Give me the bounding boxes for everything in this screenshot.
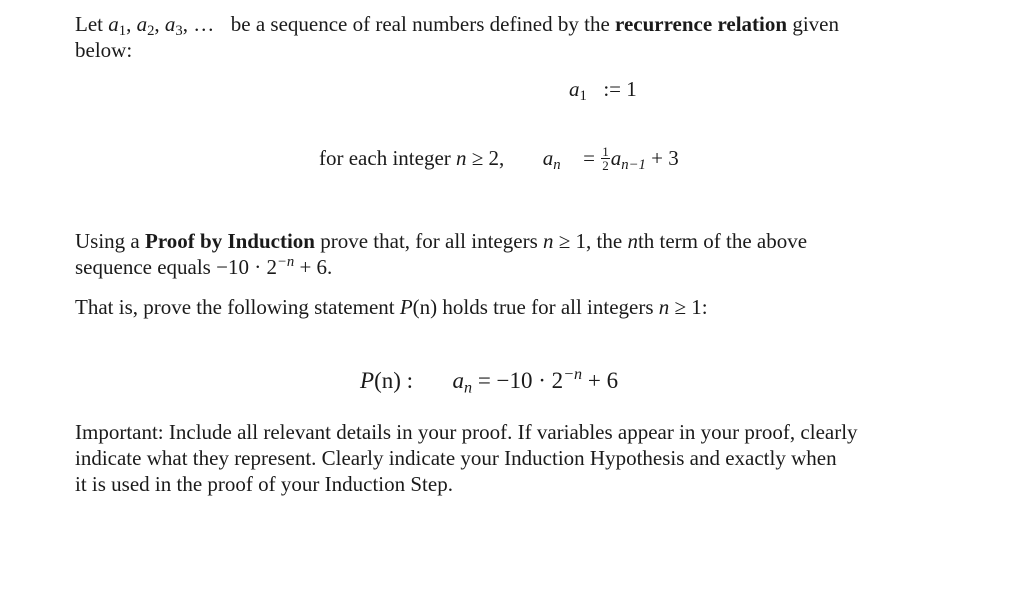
base-case-equation: $a_1$ := 1 xyxy=(569,77,637,105)
sequence-terms: $a_1$, $a_2$, $a_3$, … xyxy=(108,12,215,40)
recurrence-prefix: for each integer xyxy=(319,146,451,170)
one-half-fraction: $\frac{1}{2}$ xyxy=(602,143,609,173)
intro-let: Let xyxy=(75,12,103,36)
intro-text-1: be a sequence of real numbers defined by the xyxy=(230,12,610,36)
induction-paragraph: Using a Proof by Induction prove that, for all integers n ≥ 1, the nth term of the above sequence equals $-10 \cdot 2^{-n} + 6$. xyxy=(75,229,808,279)
instructions-paragraph: Important: Include all relevant details in your proof. If variables appear in your proof, clearly indicate what they represent. Clearly indicate your Induction Hypothesis and exactly when it is used in the proof of your Induction Step. xyxy=(75,420,858,496)
recurrence-equation: for each integer n ≥ 2, $a_n$ = $\frac{1}{2}$ $a_{n-1} + 3$ xyxy=(319,143,679,174)
intro-paragraph xyxy=(75,11,975,63)
intro-text-2: given xyxy=(792,12,839,36)
intro-text-3: below: xyxy=(75,38,133,62)
proof-by-induction-term: Proof by Induction xyxy=(145,229,315,253)
statement-equation: P(n) : $a_n = -10 \cdot 2^{-n} + 6$ xyxy=(360,366,619,397)
statement-paragraph: That is, prove the following statement P(n) holds true for all integers n ≥ 1: xyxy=(75,295,708,319)
recurrence-relation-term: recurrence relation xyxy=(615,12,788,36)
